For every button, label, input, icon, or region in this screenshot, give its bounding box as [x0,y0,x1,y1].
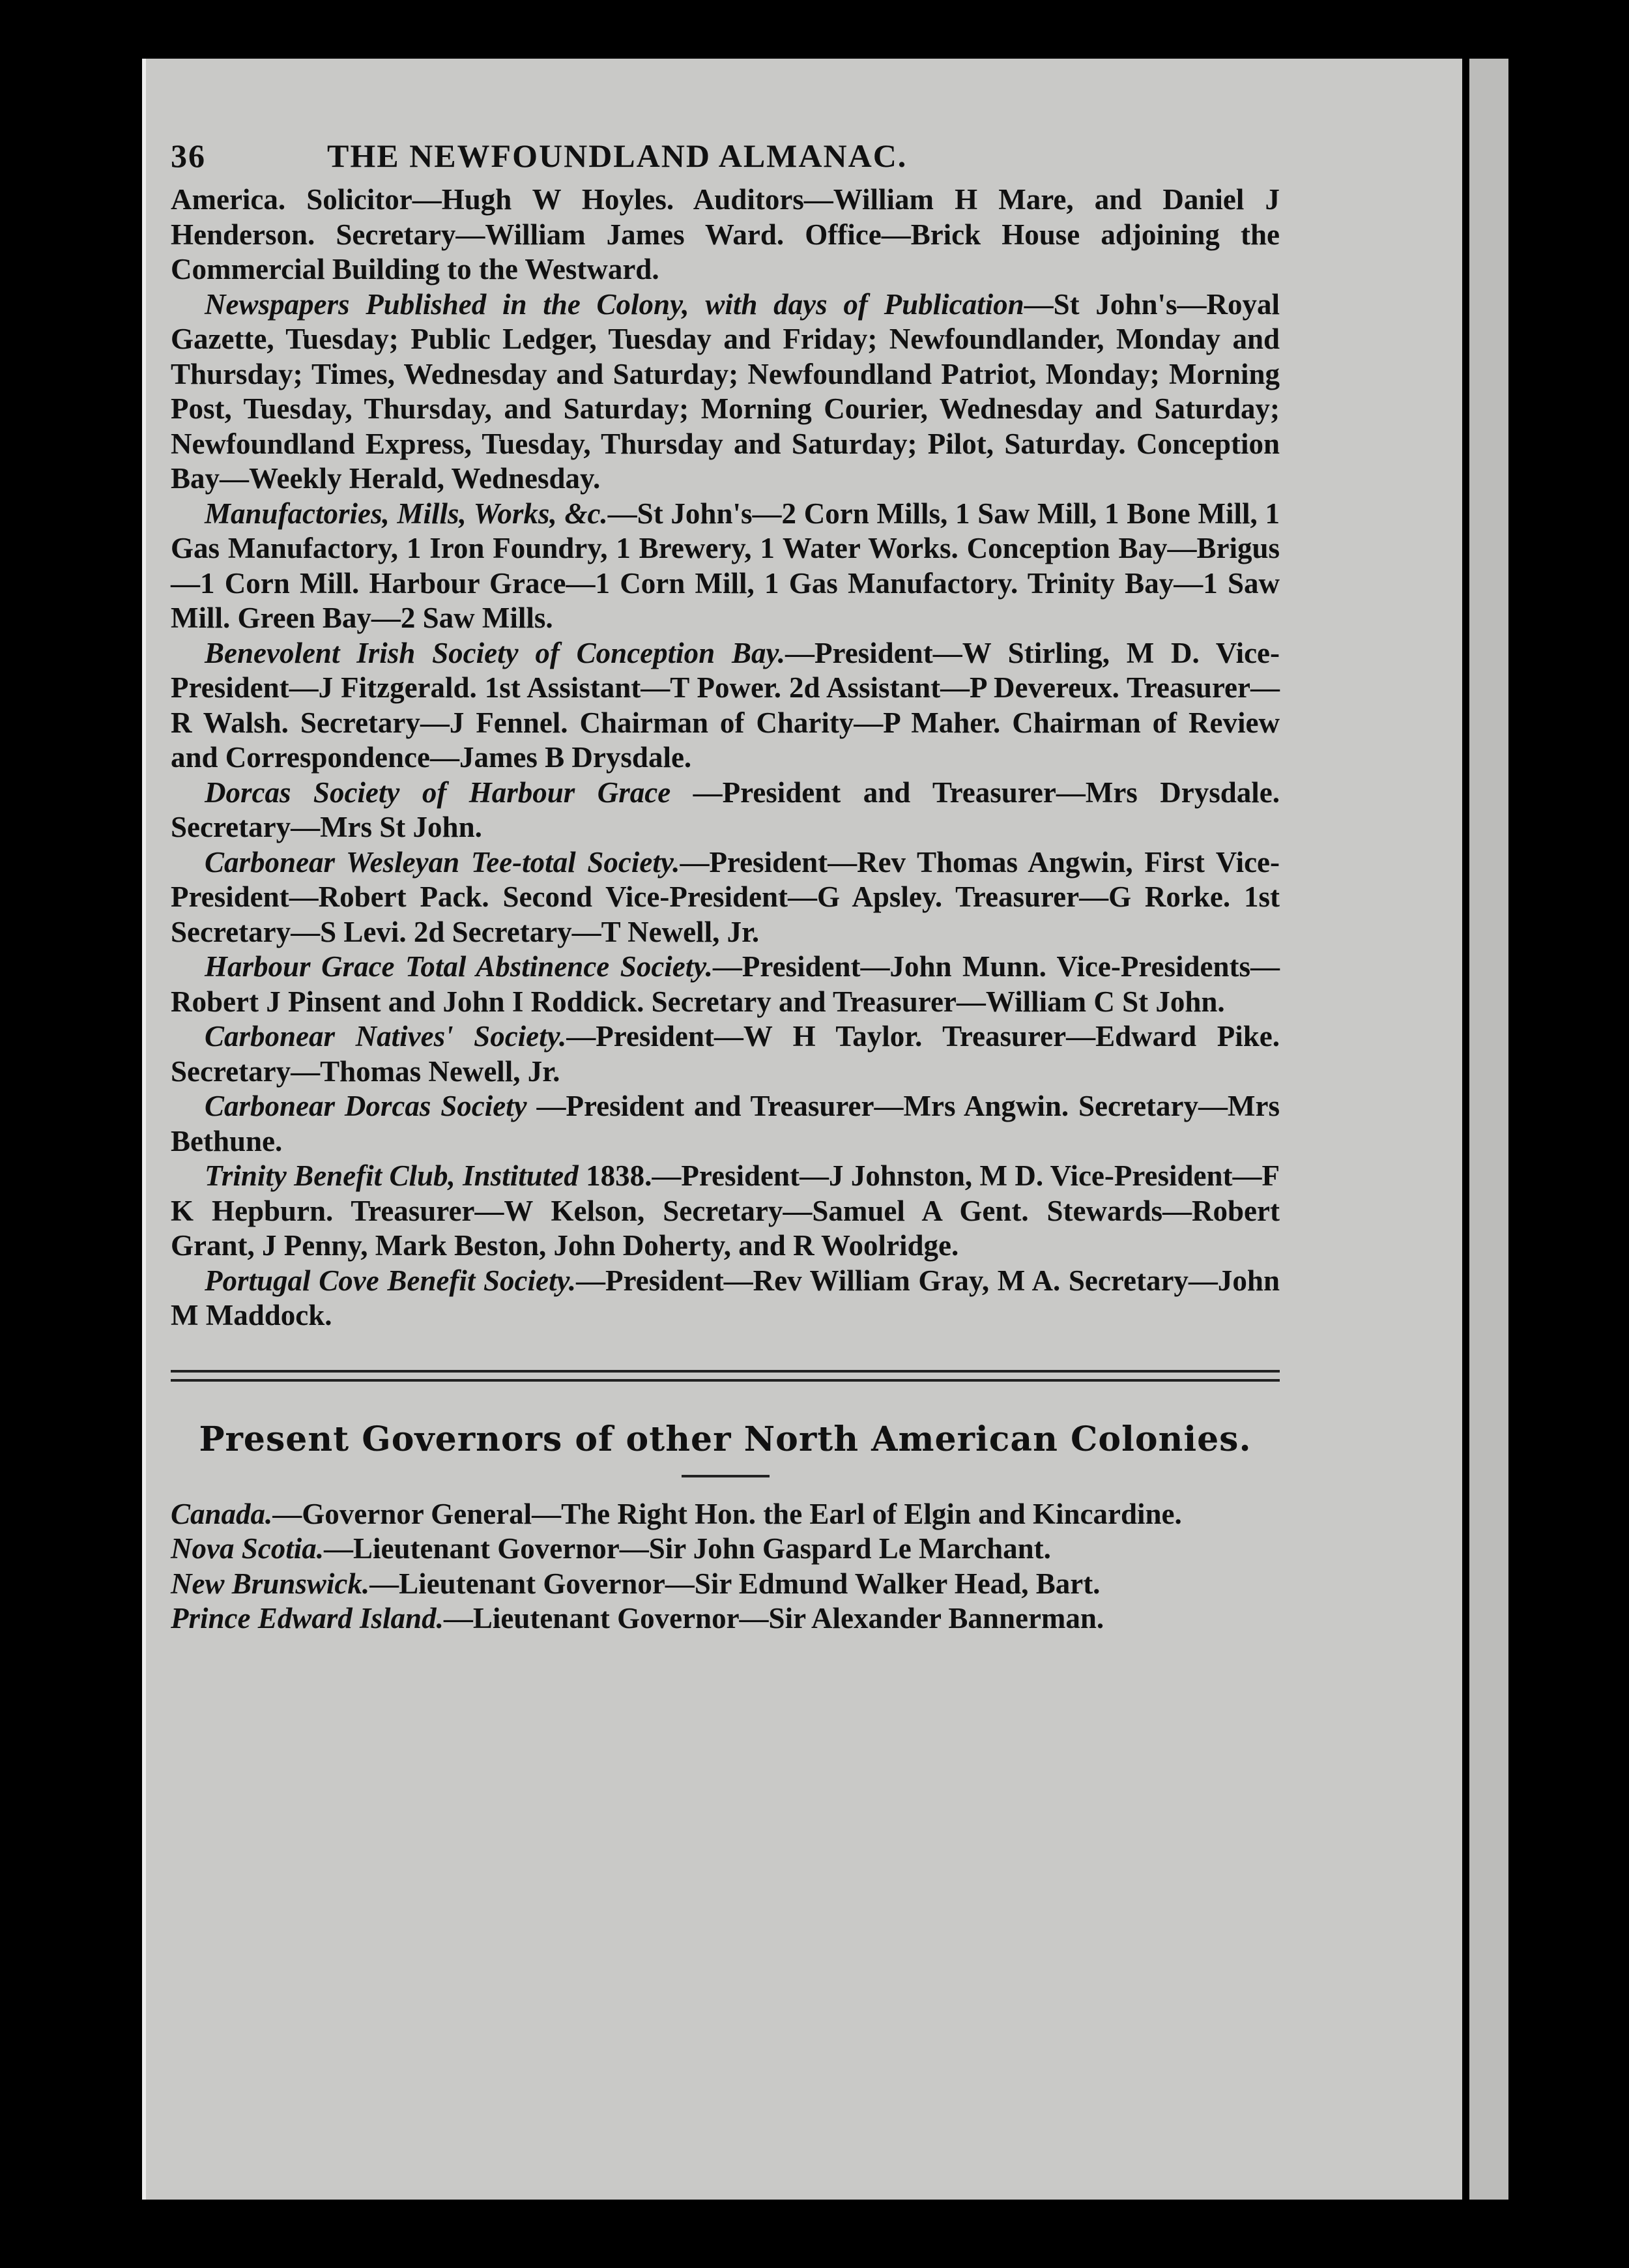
paragraph-continuation [171,182,1280,287]
adjacent-page-edge [1469,59,1508,2200]
paragraph-text: —President—Rev Thomas Angwin, First Vice-President—Robert Pack. Second Vice-President—G Apsley. Treasurer—G Rorke. 1st Secretary—S Levi. 2d Secretary—T Newell, Jr. [171,845,1280,948]
governor-entry [171,1601,1280,1636]
paragraph-text: —President and Treasurer—Mrs Angwin. Secretary—Mrs Bethune. [171,1090,1280,1157]
governor-entry [171,1532,1280,1567]
colony-name: Prince Edward Island. [171,1602,444,1635]
governor-entry [171,1497,1280,1532]
paragraph-text: —President—John Munn. Vice-Presidents—Robert J Pinsent and John I Roddick. Secretary and Treasurer—William C St John. [171,950,1280,1018]
governor-text: —Lieutenant Governor—Sir Edmund Walker Head, Bart. [369,1567,1101,1600]
paragraph-abstinence-society [171,950,1280,1019]
governor-text: —Lieutenant Governor—Sir John Gaspard Le Marchant. [323,1532,1051,1565]
paragraph-dorcas-harbour-grace [171,776,1280,845]
paragraph-lead: Dorcas Society of Harbour Grace [205,776,671,809]
paragraph-lead: Trinity Benefit Club, Instituted [205,1159,579,1192]
paragraph-lead: Carbonear Natives' Society. [205,1020,567,1053]
paragraph-irish-society [171,636,1280,776]
paragraph-lead: Carbonear Dorcas Society [205,1090,527,1122]
page-number: 36 [171,138,206,174]
colony-name: Canada. [171,1497,273,1530]
colony-name: New Brunswick. [171,1567,370,1600]
paragraph-wesleyan-society [171,845,1280,950]
paragraph-text: America. Solicitor—Hugh W Hoyles. Auditors—William H Mare, and Daniel J Henderson. Secretary—William James Ward. Office—Brick House adjoining the Commercial Building to the Westward. [171,183,1280,285]
governor-text: —Lieutenant Governor—Sir Alexander Bannerman. [443,1602,1104,1635]
paragraph-text: —St John's—Royal Gazette, Tuesday; Public Ledger, Tuesday and Friday; Newfoundlander, Monday and Thursday; Times, Wednesday and Saturday; Newfoundland Patriot, Monday; Morning Post, Tuesday, Thursday, and Saturday; Morning Courier, Wednesday and Saturday; Newfoundland Express, Tuesday, Thursday and Saturday; Pilot, Saturday. Conception Bay—Weekly Herald, Wednesday. [171,287,1280,495]
paragraph-lead: Benevolent Irish Society of Conception Bay. [205,636,786,669]
page-content [171,130,1280,1636]
paragraph-trinity-club [171,1159,1280,1264]
paragraph-text: 1838.—President—J Johnston, M D. Vice-President—F K Hepburn. Treasurer—W Kelson, Secretary—Samuel A Gent. Stewards—Robert Grant, J Penny, Mark Beston, John Doherty, and R Woolridge. [171,1159,1280,1262]
section-divider [171,1370,1280,1382]
paragraph-text: —St John's—2 Corn Mills, 1 Saw Mill, 1 Bone Mill, 1 Gas Manufactory, 1 Iron Foundry, 1 Brewery, 1 Water Works. Conception Bay—Brigus—1 Corn Mill. Harbour Grace—1 Corn Mill, 1 Gas Manufactory. Trinity Bay—1 Saw Mill. Green Bay—2 Saw Mills. [171,497,1280,634]
paragraph-text: —President—W Stirling, M D. Vice-President—J Fitzgerald. 1st Assistant—T Power. 2d Assistant—P Devereux. Treasurer—R Walsh. Secretary—J Fennel. Chairman of Charity—P Maher. Chairman of Review and Correspondence—James B Drysdale. [171,636,1280,774]
paragraph-text: —President—Rev William Gray, M A. Secretary—John M Maddock. [171,1264,1280,1331]
paragraph-lead: Carbonear Wesleyan Tee-total Society. [205,845,680,879]
paragraph-lead: Newspapers Published in the Colony, with days of Publication [205,287,1024,321]
paragraph-newspapers [171,287,1280,497]
paragraph-portugal-cove [171,1264,1280,1333]
paragraph-text: —President—W H Taylor. Treasurer—Edward Pike. Secretary—Thomas Newell, Jr. [171,1020,1280,1088]
paragraph-lead: Harbour Grace Total Abstinence Society. [205,950,713,983]
paragraph-lead: Portugal Cove Benefit Society. [205,1264,577,1297]
governor-entry [171,1567,1280,1602]
running-head [171,130,1280,182]
paragraph-carbonear-dorcas [171,1089,1280,1159]
paragraph-manufactories [171,497,1280,636]
title-rule [682,1475,770,1477]
section-title: Present Governors of other North American Colonies. [199,1419,1252,1459]
paragraph-lead: Manufactories, Mills, Works, &c. [205,497,608,530]
paragraph-natives-society [171,1019,1280,1089]
paragraph-text: —President and Treasurer—Mrs Drysdale. Secretary—Mrs St John. [171,776,1280,843]
governor-text: —Governor General—The Right Hon. the Earl of Elgin and Kincardine. [272,1497,1182,1530]
colony-name: Nova Scotia. [171,1532,324,1565]
running-title: THE NEWFOUNDLAND ALMANAC. [327,138,908,174]
